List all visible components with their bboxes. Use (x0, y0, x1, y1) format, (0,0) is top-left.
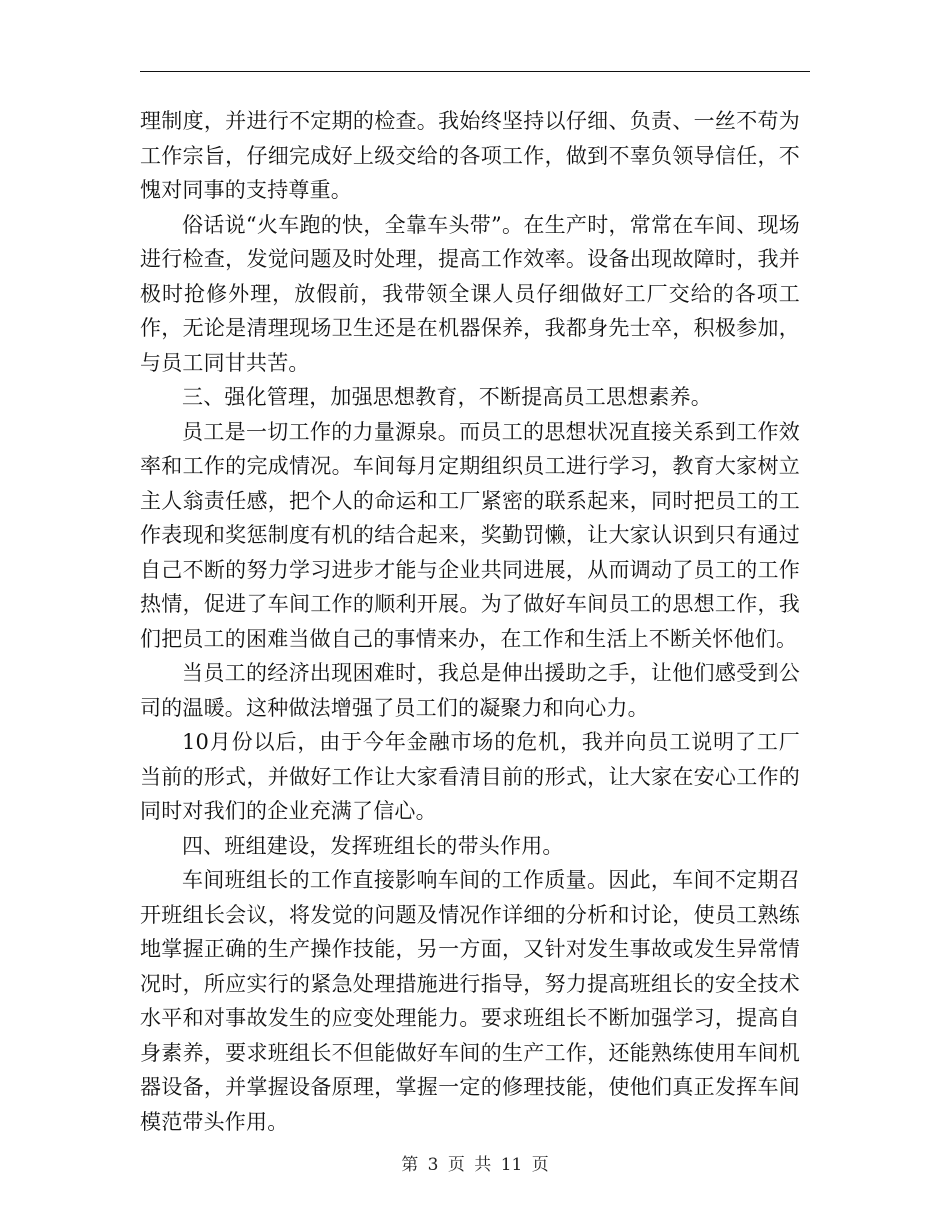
paragraph: 员工是一切工作的力量源泉。而员工的思想状况直接关系到工作效率和工作的完成情况。车间每月定期组织员工进行学习，教育大家树立主人翁责任感，把个人的命运和工厂紧密的联系起来，同时把员工的工作表现和奖惩制度有机的结合起来，奖勤罚懒，让大家认识到只有通过自己不断的努力学习进步才能与企业共同进展，从而调动了员工的工作热情，促进了车间工作的顺利开展。为了做好车间员工的思想工作，我们把员工的困难当做自己的事情来办，在工作和生活上不断关怀他们。 (140, 419, 800, 651)
paragraph: 车间班组长的工作直接影响车间的工作质量。因此，车间不定期召开班组长会议，将发觉的问题及情况作详细的分析和讨论，使员工熟练地掌握正确的生产操作技能，另一方面，又针对发生事故或发生异常情况时，所应实行的紧急处理措施进行指导，努力提高班组长的安全技术水平和对事故发生的应变处理能力。要求班组长不断加强学习，提高自身素养，要求班组长不但能做好车间的生产工作，还能熟练使用车间机器设备，并掌握设备原理，掌握一定的修理技能，使他们真正发挥车间模范带头作用。 (140, 868, 800, 1134)
page-number: 第 3 页 共 11 页 (401, 1155, 549, 1175)
header-rule (140, 71, 810, 72)
paragraph: 理制度，并进行不定期的检查。我始终坚持以仔细、负责、一丝不苟为工作宗旨，仔细完成好上级交给的各项工作，做到不辜负领导信任，不愧对同事的支持尊重。 (140, 109, 800, 202)
document-body (140, 104, 800, 1139)
paragraph: 当员工的经济出现困难时，我总是伸出援助之手，让他们感受到公司的温暖。这种做法增强了员工们的凝聚力和向心力。 (140, 661, 800, 720)
paragraph: 俗话说“火车跑的快，全靠车头带”。在生产时，常常在车间、现场进行检查，发觉问题及时处理，提高工作效率。设备出现故障时，我并极时抢修外理，放假前，我带领全课人员仔细做好工厂交给的各项工作，无论是清理现场卫生还是在机器保养，我都身先士卒，积极参加，与员工同甘共苦。 (140, 212, 800, 375)
section-heading: 四、班组建设，发挥班组长的带头作用。 (182, 833, 564, 858)
paragraph: 10月份以后，由于今年金融市场的危机，我并向员工说明了工厂当前的形式，并做好工作让大家看清目前的形式，让大家在安心工作的同时对我们的企业充满了信心。 (140, 730, 800, 823)
section-heading: 三、强化管理，加强思想教育，不断提高员工思想素养。 (182, 385, 712, 409)
